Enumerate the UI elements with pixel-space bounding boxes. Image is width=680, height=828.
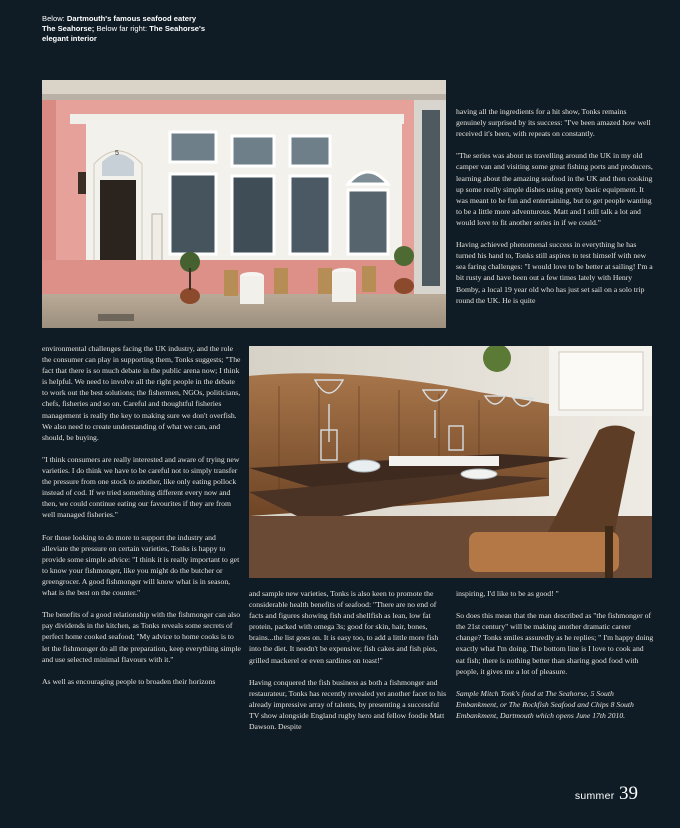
seahorse-interior-photo bbox=[249, 346, 652, 578]
article-paragraph: and sample new varieties, Tonks is also keen to promote the considerable health benefits of seafood: "There are no end of facts and figures showing fish and shellfish as lean, low fat protein, packed with omega 3s; good for skin, hair, bones, brains...the list goes on. It is easy too, to add a little more fish into the diet. It needn't be expensive; fish cakes and fish pies, grilled mackerel or even sardines on toast!" bbox=[249, 589, 439, 665]
seahorse-exterior-photo bbox=[42, 80, 446, 328]
article-paragraph: Having achieved phenomenal success in everything he has turned his hand to, Tonks still aspires to test himself with new sea faring challenges: "I would love to be better at sailing! I'm a bit rusty and have been out a few times lately with Henry Bomby, a local 19 year old who has just set sail on a solo trip round the UK. He is quite bbox=[456, 240, 653, 305]
caption-lead: Below: bbox=[42, 14, 67, 23]
caption-seahorse-name: The Seahorse; bbox=[42, 24, 95, 34]
article-paragraph: "The series was about us travelling around the UK in my old camper van and visiting some great fishing ports and producers, learning about the amazing seafood in the UK and then cooking up some really simple dishes using pretty basic equipment. It was meant to be fun and entertaining, but to get people wanting to be a little more adventurous. Matt and I still talk a lot and would love to fit another series in if we could." bbox=[456, 151, 653, 227]
photo-caption bbox=[42, 14, 232, 45]
article-paragraph: As well as encouraging people to broaden their horizons bbox=[42, 676, 216, 686]
article-paragraph: environmental challenges facing the UK industry, and the role the consumer can play in supporting them, Tonks suggests; "The fact that there is so much debate in the public arena now; I think is helpful. We need to involve all the right people in the debate to work out the best solutions; the fishermen, NGOs, politicians, chefs, fisheries and so on. Careful and thoughtful fisheries management is really the key to making sure we don't overfish. We also need to create understanding of what we can, and should, be buying. bbox=[42, 344, 241, 442]
article-paragraph: For those looking to do more to support the industry and alleviate the pressure on certain varieties, Tonks is happy to provide some simple advice: "I think it is really important to get to know your fishmonger, like you might do the butcher or greengrocer. A good fishmonger will know what is in season, what is the best on the counter." bbox=[42, 532, 240, 598]
article-paragraph: inspiring, I'd like to be as good! " bbox=[456, 589, 559, 598]
article-paragraph: "I think consumers are really interested and aware of trying new varieties. I do think we have to be careful not to simply transfer the pressure from one stock to another, like only eating pollock instead of cod. If we tried something different every now and then, we could continue eating our favourites if they are from well managed fisheries." bbox=[42, 454, 240, 520]
page-footer bbox=[575, 783, 638, 805]
caption-seahorse-interior: The Seahorse's elegant interior bbox=[42, 24, 206, 44]
issue-season: summer bbox=[574, 790, 615, 802]
restaurant-info-note: Sample Mitch Tonk's food at The Seahorse, 5 South Embankment, or The Rockfish Seafood and Chips 8 South Embankment, Dartmouth which opens June 17th 2010. bbox=[456, 688, 634, 721]
article-column-left bbox=[42, 343, 242, 687]
door-number-sign: 5 bbox=[115, 150, 119, 157]
article-column-right-bottom bbox=[456, 588, 654, 721]
page-number: 39 bbox=[619, 783, 638, 804]
caption-mid: Below far right: bbox=[94, 24, 150, 34]
article-column-right-top bbox=[456, 106, 654, 306]
article-paragraph: So does this mean that the man described as "the fishmonger of the 21st century" will be making another dramatic career change? Tonks smiles assuredly as he replies; " I'm happy doing exactly what I'm doing. The bottom line is I love to cook and eat fish; there is nothing better than sharing good food with people, it gives me a lot of pleasure. bbox=[456, 611, 654, 676]
article-column-middle bbox=[249, 588, 447, 732]
caption-seahorse-exterior: Dartmouth's famous seafood eatery bbox=[66, 14, 197, 23]
article-paragraph: Having conquered the fish business as both a fishmonger and restaurateur, Tonks has recently revealed yet another facet to his already impressive array of talents, by presenting a successful TV show alongside England rugby hero and fellow foodie Matt Dawson. Despite bbox=[249, 677, 447, 732]
article-paragraph: having all the ingredients for a hit show, Tonks remains genuinely surprised by its success: "I've been amazed how well received it's been, with repeats on constantly. bbox=[456, 107, 651, 139]
article-paragraph: The benefits of a good relationship with the fishmonger can also pay dividends in the kitchen, as Tonks reveals some secrets of perfect home cooked seafood; "My advice to home cooks is to let the fishmonger do all the preparation, keep everything simple and use selected minimal flavours with it." bbox=[42, 610, 241, 664]
